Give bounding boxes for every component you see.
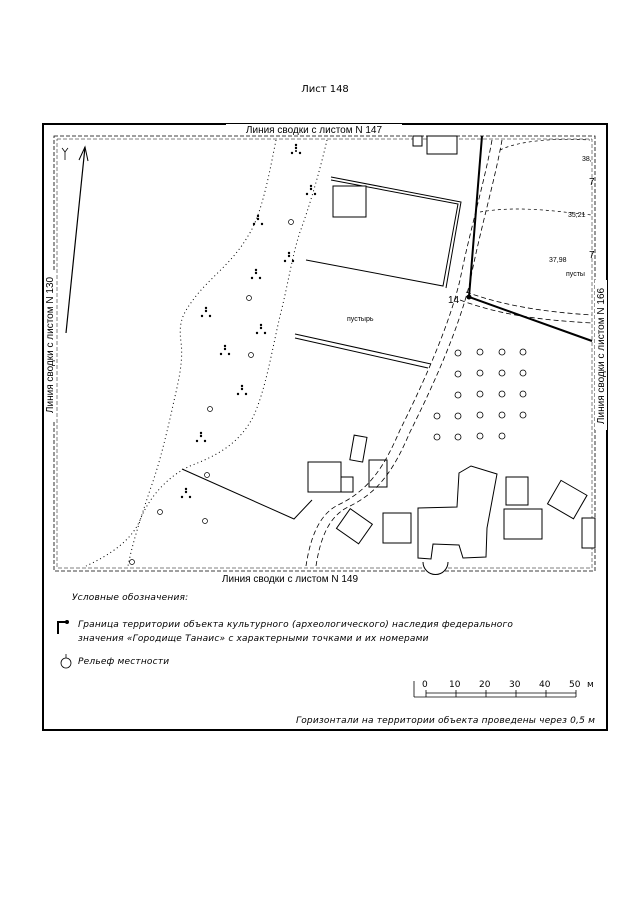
scale-tick-10: 10 <box>449 680 461 690</box>
house-number-2: 7 <box>589 250 595 261</box>
slope-symbol <box>251 269 261 279</box>
relief-legend-icon <box>61 654 71 668</box>
scale-tick-30: 30 <box>509 680 521 690</box>
edge-label-top: Линия сводки с листом N 147 <box>245 125 383 136</box>
edge-label-bottom: Линия сводки с листом N 149 <box>221 574 359 585</box>
scale-tick-50: 50 <box>569 680 581 690</box>
relief-contour-1 <box>128 140 276 566</box>
edge-label-left: Линия сводки с листом N 130 <box>45 276 56 414</box>
boundary-legend-icon <box>57 620 69 634</box>
house-number-1: 7 <box>589 177 595 188</box>
slope-symbol <box>237 385 247 395</box>
slope-symbol <box>196 432 206 442</box>
slope-symbol <box>256 324 266 334</box>
slope-symbols <box>181 144 316 498</box>
legend-boundary-line2: значения «Городище Танаис» с характерными точками и их номерами <box>78 634 429 644</box>
scale-tick-40: 40 <box>539 680 551 690</box>
relief-contour-2 <box>86 140 327 566</box>
slope-symbol <box>284 252 294 262</box>
legend-heading: Условные обозначения: <box>72 593 189 603</box>
edge-label-right: Линия сводки с листом N 166 <box>596 287 607 425</box>
buildings <box>308 136 595 575</box>
scale-bar <box>414 681 576 697</box>
inner-dashed-frame <box>54 136 595 571</box>
north-arrow-icon <box>62 147 88 333</box>
slope-symbol <box>291 144 301 154</box>
legend-relief: Рельеф местности <box>78 657 170 667</box>
scale-tick-0: 0 <box>422 680 428 690</box>
slope-symbol <box>306 185 316 195</box>
slope-symbol <box>181 488 191 498</box>
elevation-3: 37,98 <box>549 257 567 264</box>
legend-boundary-line1: Граница территории объекта культурного (археологического) наследия федерального <box>78 620 514 630</box>
slope-symbol <box>201 307 211 317</box>
heritage-boundary <box>469 136 592 341</box>
elevation-2: 35,21 <box>568 212 586 219</box>
scale-tick-20: 20 <box>479 680 491 690</box>
tree-grid <box>434 349 526 440</box>
boundary-point-14 <box>467 295 472 300</box>
label-wasteland-right: пусты <box>566 271 585 278</box>
elevation-1: 38, <box>582 156 592 163</box>
slope-symbol <box>220 345 230 355</box>
label-wasteland: пустырь <box>347 316 374 323</box>
contour-interval-note: Горизонтали на территории объекта проведены через 0,5 м <box>296 716 596 726</box>
scale-unit: м <box>587 680 594 690</box>
relief-marks <box>130 220 294 565</box>
sheet-title: Лист 148 <box>301 84 349 95</box>
slope-symbol <box>253 215 263 225</box>
point-number: 14 <box>448 295 460 306</box>
